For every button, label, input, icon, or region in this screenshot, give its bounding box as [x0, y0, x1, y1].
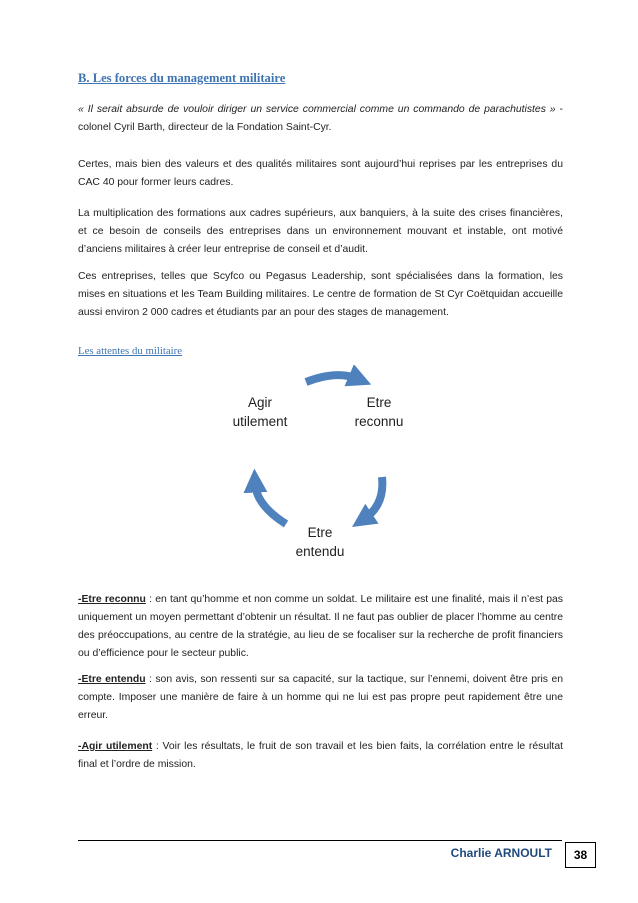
node-etre-entendu-line1: Etre [307, 525, 333, 540]
arrow-right [364, 477, 382, 519]
footer-rule [78, 840, 562, 841]
quote-attribution: - colonel Cyril Barth, directeur de la Fondation Saint-Cyr. [78, 104, 563, 133]
node-etre-reconnu-line1: Etre [366, 395, 392, 410]
quote-text: « Il serait absurde de vouloir diriger un service commercial comme un commando de parachutistes » [78, 104, 556, 115]
definition-etre-reconnu [78, 591, 563, 663]
node-agir-utilement [210, 393, 310, 431]
arrow-top [306, 375, 358, 382]
section-heading: B. Les forces du management militaire [78, 71, 286, 85]
definition-agir-utilement [78, 738, 563, 774]
node-agir-utilement-line2: utilement [232, 414, 288, 429]
paragraph-cac40: Certes, mais bien des valeurs et des qualités militaires sont aujourd’hui reprises par les entreprises du CAC 40 pour former leurs cadres. [78, 159, 563, 188]
node-agir-utilement-line1: Agir [247, 395, 272, 410]
page-number: 38 [565, 842, 596, 868]
term-etre-entendu: -Etre entendu [78, 674, 146, 685]
attentes-subheading: Les attentes du militaire [78, 345, 183, 357]
definition-etre-entendu-text: : son avis, son ressenti sur sa capacité, sur la tactique, sur l’ennemi, doivent être pris en compte. Imposer une manière de faire à un homme qui ne lui est pas propre peut rapidement être une erreur. [78, 674, 563, 721]
term-agir-utilement: -Agir utilement [78, 741, 153, 752]
node-etre-reconnu-line2: reconnu [354, 414, 404, 429]
definition-etre-entendu [78, 671, 563, 725]
node-etre-entendu-line2: entendu [295, 544, 345, 559]
paragraph-entreprises: Ces entreprises, telles que Scyfco ou Pegasus Leadership, sont spécialisées dans la formation, les mises en situations et les Team Building militaires. Le centre de formation de St Cyr Coëtquidan accueille aussi environ 2 000 cadres et étudiants par an pour des stages de management. [78, 271, 563, 318]
arrow-left [255, 483, 286, 524]
node-etre-reconnu [329, 393, 429, 431]
node-etre-entendu [270, 523, 370, 561]
cycle-diagram [200, 365, 440, 565]
paragraph-formations: La multiplication des formations aux cadres supérieurs, aux banquiers, à la suite des crises financières, et ce besoin de conseils des entreprises dans un environnement mouvant et instable, ont motivé d’anciens militaires à créer leur entreprise de conseil et d’audit. [78, 208, 563, 255]
term-etre-reconnu: -Etre reconnu [78, 594, 146, 605]
definition-agir-utilement-text: : Voir les résultats, le fruit de son travail et les bien faits, la corrélation entre le résultat final et l’ordre de mission. [78, 741, 563, 770]
footer-author: Charlie ARNOULT [450, 846, 552, 860]
quote-paragraph [78, 101, 563, 137]
definition-etre-reconnu-text: : en tant qu’homme et non comme un soldat. Le militaire est une finalité, mais il n’est pas uniquement un moyen permettant d’obtenir un résultat. Il ne faut pas oublier de placer l’homme au centre des préoccupations, au centre de la stratégie, au lieu de se focaliser sur la recherche de profit financiers ou d’efficience pour le secteur public. [78, 594, 563, 659]
